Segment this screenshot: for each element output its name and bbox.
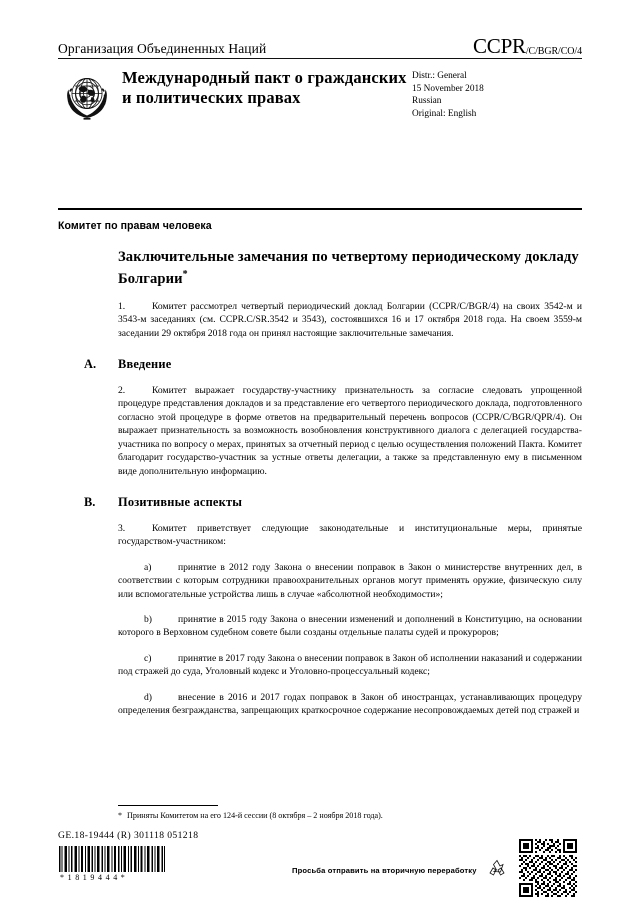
subparagraph-b [118, 613, 582, 640]
document-symbol-suffix: /C/BGR/CO/4 [525, 46, 582, 57]
subparagraph-text: принятие в 2017 году Закона о внесении поправок в Закон об исполнении наказаний и содержании под стражей до суда, Уголовный кодекс и Уголовно-процессуальный кодекс; [118, 652, 582, 678]
organization-name: Организация Объединенных Наций [58, 41, 267, 56]
emblem-container [58, 67, 122, 126]
section-title: Введение [118, 357, 172, 372]
page-title-text: Заключительные замечания по четвертому периодическому докладу Болгарии [118, 249, 579, 287]
qr-code-container [519, 839, 577, 897]
paragraph-text: Комитет рассмотрел четвертый периодический доклад Болгарии (CCPR/C/BGR/4) на своих 3542-м и 3543-м заседаниях (см. CCPR.C/SR.3542 и 3543), состоявшихся 16 и 17 октября 2018 года. На своем 3559-м заседании 29 октября 2018 года он принял настоящие заключительные замечания. [118, 300, 582, 339]
section-heading-a [84, 357, 582, 372]
subparagraph-letter: c) [144, 652, 152, 664]
subparagraph-letter: d) [144, 691, 152, 703]
distribution-type: Distr.: General [412, 71, 467, 81]
original-language: Original: English [412, 108, 477, 119]
paragraph-number: 3. [118, 522, 126, 534]
paragraph-1 [118, 300, 582, 340]
recycle-icon [487, 858, 507, 878]
footnote-marker: * [118, 811, 123, 820]
subparagraph-c [118, 652, 582, 679]
paragraph-number: 2. [118, 385, 126, 397]
subparagraph-letter: a) [144, 561, 152, 573]
committee-name: Комитет по правам человека [58, 220, 212, 232]
section-title: Позитивные аспекты [118, 494, 243, 509]
subparagraph-text: принятие в 2015 году Закона о внесении изменений и дополнений в Конституцию, на основании которого в Верховном судебном совете были созданы отдельные палаты судей и прокуроров; [118, 613, 582, 639]
masthead-body [58, 67, 582, 126]
document-date: 15 November 2018 [412, 83, 484, 94]
subparagraph-d [118, 691, 582, 718]
document-symbol [473, 34, 582, 59]
covenant-title: Международный пакт о гражданских и политических правах [122, 68, 407, 107]
paragraph-text: Комитет приветствует следующие законодательные и институциональные меры, принятые государством-участником: [118, 522, 582, 548]
document-code: GE.18-19444 (R) 301118 051218 [58, 830, 199, 841]
recycle-note: Просьба отправить на вторичную переработку [292, 866, 477, 875]
masthead [58, 34, 582, 126]
barcode-number: *1819444* [60, 873, 129, 882]
un-emblem-icon [58, 68, 116, 126]
paragraph-text: Комитет выражает государству-участнику признательность за согласие следовать упрощенной процедуре представления докладов и за представление его четвертого периодического доклада, подготовленного согласно этой процедуре в форме ответов на предварительный перечень вопросов (CCPR/C/BGR/QPR/4). Он выражает признательность за возможность возобновления конструктивного диалога с делегацией государства-участника по вопросу о мерах, принятых за отчетный период с целью осуществления положений Пакта. Комитет благодарит государство-участник за устные ответы делегации, а также за представленную ему в письменном виде дополнительную информацию. [118, 385, 582, 477]
masthead-top-row [58, 34, 582, 56]
paragraph-3 [118, 522, 582, 549]
barcode-container [58, 846, 168, 882]
paragraph-number: 1. [118, 300, 126, 312]
document-language: Russian [412, 96, 442, 107]
page-title [118, 248, 582, 288]
section-letter: A. [84, 357, 97, 372]
footnote [118, 810, 582, 821]
footnote-separator [118, 805, 218, 806]
subparagraph-a [118, 561, 582, 601]
subparagraph-letter: b) [144, 613, 152, 625]
document-body [58, 248, 582, 717]
distribution-block [412, 67, 582, 126]
footnote-text: Приняты Комитетом на его 124-й сессии (8 октября – 2 ноября 2018 года). [127, 811, 383, 820]
page-title-footnote-marker: * [182, 269, 188, 280]
header-separator [58, 208, 582, 210]
subparagraph-text: внесение в 2016 и 2017 годах поправок в Закон об иностранцах, устанавливающих процедуру определения безгражданства, запрещающих краткосрочное содержание несопровождаемых детей под стражей и [118, 691, 582, 716]
subparagraph-text: принятие в 2012 году Закона о внесении поправок в Закон о министерстве внутренних дел, в соответствии с которым сотрудники правоохранительных органов могут применять оружие, физическую силу или вспомогательные устройства лишь в случае «абсолютной необходимости»; [118, 561, 582, 600]
paragraph-2 [118, 384, 582, 478]
document-symbol-main: CCPR [472, 34, 526, 58]
qr-code-icon [519, 839, 577, 897]
barcode-icon [58, 846, 166, 872]
section-heading-b [84, 495, 582, 510]
section-letter: B. [84, 494, 96, 509]
footnote-area [58, 805, 582, 821]
